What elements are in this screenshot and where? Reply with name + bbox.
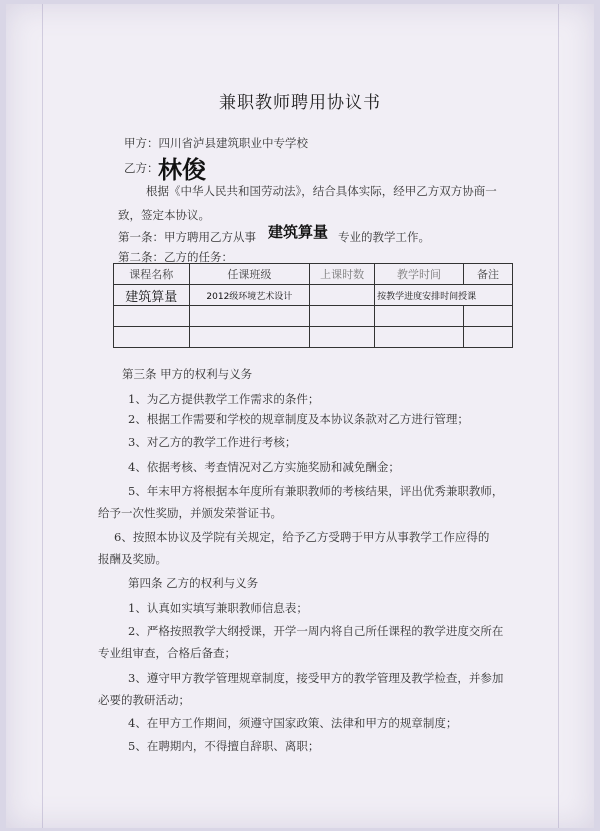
article-3-item: 1、为乙方提供教学工作需求的条件； — [128, 392, 320, 406]
table-cell — [189, 306, 310, 327]
table-header-cell: 备注 — [463, 264, 512, 285]
article-4-item: 3、遵守甲方教学管理规章制度，接受甲方的教学管理及教学检查，并参加 — [128, 671, 504, 685]
task-table — [113, 263, 513, 348]
table-cell-course: 建筑算量 — [114, 285, 190, 306]
article-3-item: 6、按照本协议及学院有关规定，给予乙方受聘于甲方从事教学工作应得的 — [114, 530, 490, 544]
article-3-item: 2、根据工作需要和学校的规章制度及本协议条款对乙方进行管理； — [128, 412, 469, 426]
party-b-signature: 林俊 — [158, 156, 206, 184]
article-4-item: 5、在聘期内，不得擅自辞职、离职； — [128, 739, 320, 753]
article-3-item-continued: 给予一次性奖励，并颁发荣誉证书。 — [98, 506, 282, 520]
party-b-label: 乙方： — [124, 161, 159, 175]
page-edge-line — [558, 4, 559, 828]
party-a-line: 甲方：四川省泸县建筑职业中专学校 — [124, 136, 308, 150]
article-3-item: 4、依据考核、考查情况对乙方实施奖励和减免酬金； — [128, 460, 400, 474]
article-3-item: 5、年末甲方将根据本年度所有兼职教师的考核结果，评出优秀兼职教师， — [128, 484, 504, 498]
table-cell — [310, 306, 375, 327]
table-header-cell: 任课班级 — [189, 264, 310, 285]
table-cell — [375, 327, 464, 348]
article-1-suffix: 专业的教学工作。 — [338, 230, 430, 244]
table-cell-hours — [310, 285, 375, 306]
document-title: 兼职教师聘用协议书 — [219, 93, 381, 113]
article-1-prefix: 第一条：甲方聘用乙方从事 — [118, 230, 256, 244]
table-cell-time: 按教学进度安排时间授课 — [375, 285, 513, 306]
article-3-item-continued: 报酬及奖励。 — [98, 552, 167, 566]
table-header-cell: 上课时数 — [310, 264, 375, 285]
article-4-item-continued: 专业组审查，合格后备查； — [98, 646, 236, 660]
table-cell — [375, 306, 464, 327]
table-cell — [114, 327, 190, 348]
article-3-heading: 第三条 甲方的权利与义务 — [122, 367, 253, 381]
article-3-item: 3、对乙方的教学工作进行考核； — [128, 435, 297, 449]
table-row — [114, 306, 513, 327]
table-row — [114, 285, 513, 306]
article-4-heading: 第四条 乙方的权利与义务 — [128, 576, 259, 590]
table-cell — [114, 306, 190, 327]
table-cell — [310, 327, 375, 348]
article-1-handwritten-major: 建筑算量 — [268, 223, 329, 241]
article-4-item: 4、在甲方工作期间，须遵守国家政策、法律和甲方的规章制度； — [128, 716, 458, 730]
table-header-row — [114, 264, 513, 285]
article-4-item: 1、认真如实填写兼职教师信息表； — [128, 601, 308, 615]
page-edge-line — [42, 4, 43, 828]
article-4-item: 2、严格按照教学大纲授课，开学一周内将自己所任课程的教学进度交所在 — [128, 624, 504, 638]
table-row — [114, 327, 513, 348]
article-2-heading: 第二条：乙方的任务： — [118, 250, 233, 264]
table-cell — [189, 327, 310, 348]
table-cell — [463, 306, 512, 327]
article-4-item-continued: 必要的教研活动； — [98, 693, 190, 707]
table-cell-class: 2012级环境艺术设计 — [189, 285, 310, 306]
intro-line-2: 致，签定本协议。 — [118, 208, 210, 222]
table-header-cell: 教学时间 — [375, 264, 464, 285]
table-cell — [463, 327, 512, 348]
intro-line-1: 根据《中华人民共和国劳动法》，结合具体实际，经甲乙方双方协商一 — [146, 184, 497, 198]
table-header-cell: 课程名称 — [114, 264, 190, 285]
